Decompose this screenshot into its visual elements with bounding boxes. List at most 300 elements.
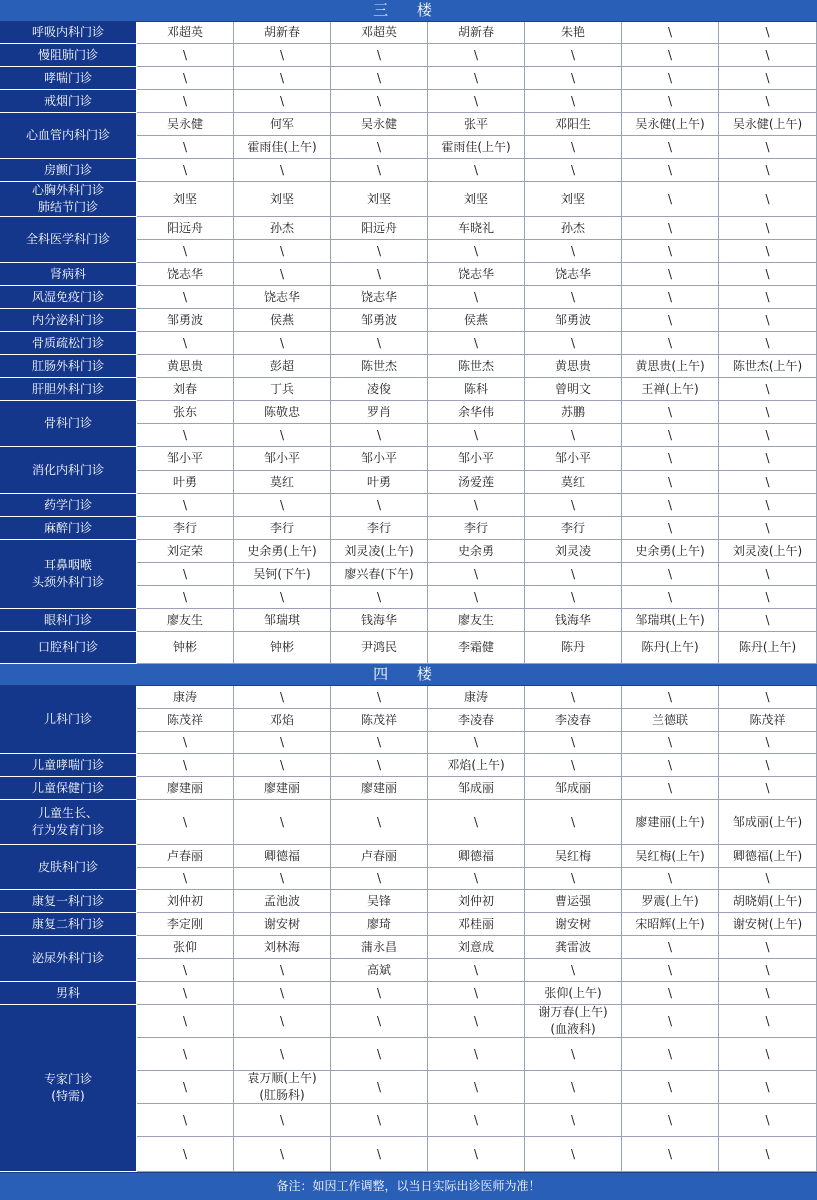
doctor-cell: \ — [719, 182, 817, 217]
doctor-cell: 吴红梅 — [525, 845, 622, 868]
doctor-cell: \ — [622, 1104, 719, 1137]
doctor-cell: 刘仲初 — [137, 890, 234, 913]
doctor-cell: \ — [428, 494, 525, 517]
doctor-cell: 邹小平 — [428, 447, 525, 471]
doctor-cell: \ — [622, 563, 719, 586]
doctor-cell: \ — [234, 1104, 331, 1137]
department-label: 皮肤科门诊 — [0, 845, 137, 890]
doctor-cell: \ — [137, 732, 234, 754]
doctor-cell: \ — [719, 90, 817, 113]
department-label: 风湿免疫门诊 — [0, 286, 137, 309]
doctor-cell: \ — [622, 868, 719, 890]
doctor-cell: 吴钶(下午) — [234, 563, 331, 586]
doctor-cell: \ — [234, 44, 331, 67]
doctor-cell: \ — [137, 1137, 234, 1172]
doctor-cell: 黄思贵 — [525, 355, 622, 378]
doctor-cell: 邹成丽(上午) — [719, 800, 817, 845]
doctor-cell: 吴永健 — [331, 113, 428, 136]
doctor-cell: \ — [331, 136, 428, 159]
department-label: 麻醉门诊 — [0, 517, 137, 540]
doctor-cell: 邓桂丽 — [428, 913, 525, 936]
doctor-cell: \ — [137, 1104, 234, 1137]
doctor-cell: \ — [622, 982, 719, 1005]
doctor-cell: \ — [719, 240, 817, 263]
doctor-cell: \ — [622, 67, 719, 90]
doctor-cell: 李行 — [234, 517, 331, 540]
doctor-cell: 陈世杰 — [331, 355, 428, 378]
doctor-cell: 汤爱莲 — [428, 471, 525, 494]
doctor-cell: 叶勇 — [137, 471, 234, 494]
doctor-cell: 谢安树(上午) — [719, 913, 817, 936]
doctor-cell: \ — [331, 732, 428, 754]
department-label: 心胸外科门诊 肺结节门诊 — [0, 182, 137, 217]
doctor-cell: 陈世杰 — [428, 355, 525, 378]
footer-note: 备注：如因工作调整，以当日实际出诊医师为准！ — [0, 1172, 817, 1200]
doctor-cell: 莫红 — [525, 471, 622, 494]
doctor-cell: 刘坚 — [525, 182, 622, 217]
doctor-cell: \ — [525, 563, 622, 586]
doctor-cell: \ — [331, 754, 428, 777]
department-label: 肾病科 — [0, 263, 137, 286]
doctor-cell: 邹瑞琪 — [234, 609, 331, 632]
doctor-cell: 邹成丽 — [525, 777, 622, 800]
doctor-cell: 黄思贵 — [137, 355, 234, 378]
doctor-cell: \ — [331, 1071, 428, 1104]
doctor-cell: \ — [719, 22, 817, 44]
doctor-cell: \ — [719, 44, 817, 67]
doctor-cell: \ — [331, 240, 428, 263]
doctor-cell: 黄思贵(上午) — [622, 355, 719, 378]
doctor-cell: 陈敬忠 — [234, 401, 331, 424]
doctor-cell: \ — [622, 424, 719, 447]
doctor-cell: \ — [234, 159, 331, 182]
doctor-cell: 史余勇 — [428, 540, 525, 563]
doctor-cell: \ — [525, 1137, 622, 1172]
doctor-cell: \ — [622, 936, 719, 959]
doctor-cell: \ — [428, 332, 525, 355]
doctor-cell: \ — [137, 1038, 234, 1071]
doctor-cell: 刘定荣 — [137, 540, 234, 563]
doctor-cell: \ — [622, 159, 719, 182]
doctor-cell: 丁兵 — [234, 378, 331, 401]
doctor-cell: \ — [137, 424, 234, 447]
doctor-cell: \ — [622, 286, 719, 309]
doctor-cell: \ — [622, 401, 719, 424]
doctor-cell: 彭超 — [234, 355, 331, 378]
doctor-cell: 饶志华 — [525, 263, 622, 286]
doctor-cell: \ — [428, 982, 525, 1005]
doctor-cell: 吴永健(上午) — [622, 113, 719, 136]
doctor-cell: \ — [234, 1137, 331, 1172]
doctor-cell: 罗震(上午) — [622, 890, 719, 913]
doctor-cell: \ — [137, 136, 234, 159]
doctor-cell: 邓超英 — [331, 22, 428, 44]
doctor-cell: 胡晓娟(上午) — [719, 890, 817, 913]
doctor-cell: 邓焰 — [234, 709, 331, 732]
doctor-cell: 李凌春 — [525, 709, 622, 732]
doctor-cell: \ — [525, 1104, 622, 1137]
doctor-cell: \ — [428, 67, 525, 90]
doctor-cell: 康涛 — [428, 686, 525, 709]
doctor-cell: \ — [622, 1005, 719, 1038]
doctor-cell: \ — [622, 332, 719, 355]
doctor-cell: 何军 — [234, 113, 331, 136]
doctor-cell: \ — [622, 90, 719, 113]
doctor-cell: 吴永健 — [137, 113, 234, 136]
doctor-cell: 刘春 — [137, 378, 234, 401]
department-label: 消化内科门诊 — [0, 447, 137, 494]
department-label: 耳鼻咽喉 头颈外科门诊 — [0, 540, 137, 609]
doctor-cell: \ — [719, 401, 817, 424]
doctor-cell: 邹成丽 — [428, 777, 525, 800]
doctor-cell: \ — [719, 471, 817, 494]
doctor-cell: 阳远舟 — [137, 217, 234, 240]
doctor-cell: \ — [234, 332, 331, 355]
doctor-cell: \ — [719, 754, 817, 777]
doctor-cell: \ — [234, 800, 331, 845]
department-label: 全科医学科门诊 — [0, 217, 137, 263]
department-label: 药学门诊 — [0, 494, 137, 517]
doctor-cell: 兰德联 — [622, 709, 719, 732]
doctor-cell: \ — [622, 263, 719, 286]
doctor-cell: \ — [234, 754, 331, 777]
doctor-cell: \ — [525, 1038, 622, 1071]
doctor-cell: \ — [622, 732, 719, 754]
doctor-cell: \ — [622, 217, 719, 240]
doctor-cell: \ — [622, 309, 719, 332]
doctor-cell: \ — [428, 1038, 525, 1071]
doctor-cell: \ — [428, 586, 525, 609]
doctor-cell: \ — [234, 732, 331, 754]
doctor-cell: \ — [719, 959, 817, 982]
department-label: 骨质疏松门诊 — [0, 332, 137, 355]
doctor-cell: \ — [234, 686, 331, 709]
doctor-cell: \ — [719, 586, 817, 609]
doctor-cell: 邹瑞琪(上午) — [622, 609, 719, 632]
doctor-cell: 卿德福(上午) — [719, 845, 817, 868]
doctor-cell: 史余勇(上午) — [622, 540, 719, 563]
doctor-cell: 刘意成 — [428, 936, 525, 959]
doctor-cell: \ — [719, 447, 817, 471]
doctor-cell: 陈丹(上午) — [622, 632, 719, 664]
doctor-cell: 张仰 — [137, 936, 234, 959]
doctor-cell: \ — [525, 586, 622, 609]
doctor-cell: \ — [622, 686, 719, 709]
doctor-cell: \ — [234, 982, 331, 1005]
doctor-cell: 谢万春(上午) (血液科) — [525, 1005, 622, 1038]
doctor-cell: \ — [719, 732, 817, 754]
doctor-cell: \ — [525, 90, 622, 113]
department-label: 骨科门诊 — [0, 401, 137, 447]
doctor-cell: \ — [137, 332, 234, 355]
doctor-cell: 张仰(上午) — [525, 982, 622, 1005]
department-label: 男科 — [0, 982, 137, 1005]
doctor-cell: 钱海华 — [331, 609, 428, 632]
doctor-cell: \ — [622, 447, 719, 471]
doctor-cell: \ — [719, 494, 817, 517]
doctor-cell: 叶勇 — [331, 471, 428, 494]
doctor-cell: 曾明文 — [525, 378, 622, 401]
doctor-cell: 李行 — [137, 517, 234, 540]
doctor-cell: \ — [719, 1005, 817, 1038]
doctor-cell: 钟彬 — [137, 632, 234, 664]
doctor-cell: 邹勇波 — [525, 309, 622, 332]
doctor-cell: \ — [331, 800, 428, 845]
doctor-cell: 邹勇波 — [331, 309, 428, 332]
doctor-cell: \ — [525, 332, 622, 355]
doctor-cell: 阳远舟 — [331, 217, 428, 240]
doctor-cell: 刘坚 — [331, 182, 428, 217]
doctor-cell: 卿德福 — [234, 845, 331, 868]
doctor-cell: \ — [525, 136, 622, 159]
doctor-cell: 廖友生 — [428, 609, 525, 632]
doctor-cell: \ — [428, 1005, 525, 1038]
doctor-cell: 廖建丽 — [234, 777, 331, 800]
doctor-cell: \ — [234, 67, 331, 90]
doctor-cell: \ — [525, 686, 622, 709]
doctor-cell: 霍雨佳(上午) — [428, 136, 525, 159]
doctor-cell: \ — [137, 754, 234, 777]
doctor-cell: \ — [428, 1137, 525, 1172]
doctor-cell: 陈世杰(上午) — [719, 355, 817, 378]
doctor-cell: \ — [428, 1071, 525, 1104]
doctor-cell: \ — [428, 1104, 525, 1137]
doctor-cell: \ — [428, 732, 525, 754]
doctor-cell: \ — [137, 286, 234, 309]
doctor-cell: \ — [234, 1038, 331, 1071]
doctor-cell: 吴永健(上午) — [719, 113, 817, 136]
department-label: 肝胆外科门诊 — [0, 378, 137, 401]
doctor-cell: \ — [525, 424, 622, 447]
doctor-cell: 廖建丽 — [137, 777, 234, 800]
doctor-cell: \ — [137, 563, 234, 586]
doctor-cell: 孙杰 — [234, 217, 331, 240]
doctor-cell: 邓超英 — [137, 22, 234, 44]
doctor-cell: \ — [234, 494, 331, 517]
doctor-cell: 刘坚 — [234, 182, 331, 217]
department-label: 泌尿外科门诊 — [0, 936, 137, 982]
doctor-cell: 张平 — [428, 113, 525, 136]
doctor-cell: \ — [234, 1005, 331, 1038]
department-label: 专家门诊 (特需) — [0, 1005, 137, 1172]
doctor-cell: \ — [234, 586, 331, 609]
department-label: 房颤门诊 — [0, 159, 137, 182]
doctor-cell: 卢春丽 — [331, 845, 428, 868]
department-label: 哮喘门诊 — [0, 67, 137, 90]
doctor-cell: \ — [137, 1071, 234, 1104]
doctor-cell: \ — [331, 1104, 428, 1137]
doctor-cell: 陈茂祥 — [137, 709, 234, 732]
doctor-cell: 陈科 — [428, 378, 525, 401]
doctor-cell: 邹小平 — [331, 447, 428, 471]
doctor-cell: 刘仲初 — [428, 890, 525, 913]
doctor-cell: \ — [428, 959, 525, 982]
doctor-cell: \ — [525, 159, 622, 182]
doctor-cell: \ — [719, 1038, 817, 1071]
doctor-cell: 王禅(上午) — [622, 378, 719, 401]
doctor-cell: 廖建丽 — [331, 777, 428, 800]
department-label: 儿童保健门诊 — [0, 777, 137, 800]
doctor-cell: \ — [331, 90, 428, 113]
doctor-cell: \ — [719, 67, 817, 90]
doctor-cell: 康涛 — [137, 686, 234, 709]
doctor-cell: 曹运强 — [525, 890, 622, 913]
doctor-cell: 尹鸿民 — [331, 632, 428, 664]
doctor-cell: \ — [428, 44, 525, 67]
doctor-cell: \ — [137, 44, 234, 67]
doctor-cell: \ — [331, 424, 428, 447]
doctor-cell: \ — [525, 67, 622, 90]
doctor-cell: \ — [331, 44, 428, 67]
doctor-cell: 莫红 — [234, 471, 331, 494]
doctor-cell: 邹小平 — [234, 447, 331, 471]
doctor-cell: \ — [331, 494, 428, 517]
doctor-cell: \ — [331, 982, 428, 1005]
doctor-cell: 孟池波 — [234, 890, 331, 913]
doctor-cell: \ — [331, 159, 428, 182]
doctor-cell: 刘坚 — [137, 182, 234, 217]
doctor-cell: 李行 — [525, 517, 622, 540]
doctor-cell: \ — [331, 332, 428, 355]
doctor-cell: 邹小平 — [525, 447, 622, 471]
doctor-cell: \ — [137, 1005, 234, 1038]
department-label: 儿科门诊 — [0, 686, 137, 754]
doctor-cell: \ — [428, 868, 525, 890]
doctor-cell: 谢安树 — [525, 913, 622, 936]
doctor-cell: 卿德福 — [428, 845, 525, 868]
doctor-cell: \ — [137, 982, 234, 1005]
doctor-cell: \ — [719, 309, 817, 332]
department-label: 慢阻肺门诊 — [0, 44, 137, 67]
doctor-cell: 钱海华 — [525, 609, 622, 632]
department-label: 内分泌科门诊 — [0, 309, 137, 332]
doctor-cell: 史余勇(上午) — [234, 540, 331, 563]
doctor-cell: \ — [428, 90, 525, 113]
doctor-cell: \ — [525, 1071, 622, 1104]
doctor-cell: 胡新春 — [234, 22, 331, 44]
doctor-cell: 邓阳生 — [525, 113, 622, 136]
doctor-cell: \ — [525, 732, 622, 754]
doctor-cell: \ — [719, 609, 817, 632]
doctor-cell: \ — [719, 136, 817, 159]
doctor-cell: 孙杰 — [525, 217, 622, 240]
doctor-cell: \ — [719, 563, 817, 586]
doctor-cell: \ — [719, 982, 817, 1005]
doctor-cell: \ — [719, 424, 817, 447]
doctor-cell: \ — [234, 263, 331, 286]
doctor-cell: 李行 — [428, 517, 525, 540]
doctor-cell: \ — [719, 868, 817, 890]
doctor-cell: \ — [719, 159, 817, 182]
doctor-cell: \ — [331, 1038, 428, 1071]
doctor-cell: \ — [137, 586, 234, 609]
doctor-cell: 饶志华 — [428, 263, 525, 286]
doctor-cell: 陈茂祥 — [719, 709, 817, 732]
doctor-cell: \ — [137, 240, 234, 263]
doctor-cell: \ — [234, 424, 331, 447]
doctor-cell: 廖友生 — [137, 609, 234, 632]
doctor-cell: 廖琦 — [331, 913, 428, 936]
doctor-cell: \ — [622, 182, 719, 217]
doctor-cell: \ — [719, 378, 817, 401]
doctor-cell: \ — [622, 494, 719, 517]
doctor-cell: 朱艳 — [525, 22, 622, 44]
doctor-cell: \ — [525, 286, 622, 309]
doctor-cell: \ — [331, 686, 428, 709]
doctor-cell: \ — [622, 1071, 719, 1104]
doctor-cell: 陈丹 — [525, 632, 622, 664]
doctor-cell: \ — [137, 159, 234, 182]
doctor-cell: \ — [622, 136, 719, 159]
doctor-cell: 车晓礼 — [428, 217, 525, 240]
doctor-cell: \ — [137, 90, 234, 113]
doctor-cell: \ — [331, 67, 428, 90]
doctor-cell: 刘灵凌(上午) — [719, 540, 817, 563]
floor-4-header: 四 楼 — [0, 664, 817, 686]
doctor-cell: \ — [719, 286, 817, 309]
doctor-cell: \ — [331, 263, 428, 286]
doctor-cell: 侯燕 — [428, 309, 525, 332]
doctor-cell: \ — [428, 240, 525, 263]
doctor-cell: \ — [719, 1071, 817, 1104]
doctor-cell: \ — [428, 286, 525, 309]
doctor-cell: 宋昭辉(上午) — [622, 913, 719, 936]
doctor-cell: \ — [428, 159, 525, 182]
doctor-cell: 谢安树 — [234, 913, 331, 936]
doctor-cell: 廖建丽(上午) — [622, 800, 719, 845]
doctor-cell: \ — [719, 263, 817, 286]
doctor-cell: 廖兴春(下午) — [331, 563, 428, 586]
department-label: 戒烟门诊 — [0, 90, 137, 113]
doctor-cell: \ — [719, 217, 817, 240]
doctor-cell: \ — [137, 959, 234, 982]
doctor-cell: \ — [331, 1137, 428, 1172]
department-label: 康复一科门诊 — [0, 890, 137, 913]
doctor-cell: \ — [525, 800, 622, 845]
doctor-cell: \ — [234, 868, 331, 890]
doctor-cell: \ — [622, 1137, 719, 1172]
doctor-cell: 李定刚 — [137, 913, 234, 936]
doctor-cell: \ — [719, 936, 817, 959]
doctor-cell: \ — [525, 494, 622, 517]
department-label: 心血管内科门诊 — [0, 113, 137, 159]
doctor-cell: 李霜健 — [428, 632, 525, 664]
department-label: 口腔科门诊 — [0, 632, 137, 664]
doctor-cell: 侯燕 — [234, 309, 331, 332]
doctor-cell: \ — [331, 586, 428, 609]
doctor-cell: 龚雷波 — [525, 936, 622, 959]
doctor-cell: \ — [331, 868, 428, 890]
doctor-cell: 陈丹(上午) — [719, 632, 817, 664]
doctor-cell: \ — [525, 868, 622, 890]
doctor-cell: 李行 — [331, 517, 428, 540]
doctor-cell: \ — [234, 90, 331, 113]
doctor-cell: \ — [331, 1005, 428, 1038]
department-label: 康复二科门诊 — [0, 913, 137, 936]
doctor-cell: \ — [137, 494, 234, 517]
doctor-cell: 高斌 — [331, 959, 428, 982]
doctor-cell: \ — [622, 959, 719, 982]
doctor-cell: 邹小平 — [137, 447, 234, 471]
doctor-cell: 刘坚 — [428, 182, 525, 217]
doctor-cell: 邹勇波 — [137, 309, 234, 332]
doctor-cell: \ — [719, 777, 817, 800]
doctor-cell: 吴锋 — [331, 890, 428, 913]
doctor-cell: \ — [719, 517, 817, 540]
doctor-cell: \ — [622, 22, 719, 44]
doctor-cell: \ — [525, 754, 622, 777]
doctor-cell: 张东 — [137, 401, 234, 424]
